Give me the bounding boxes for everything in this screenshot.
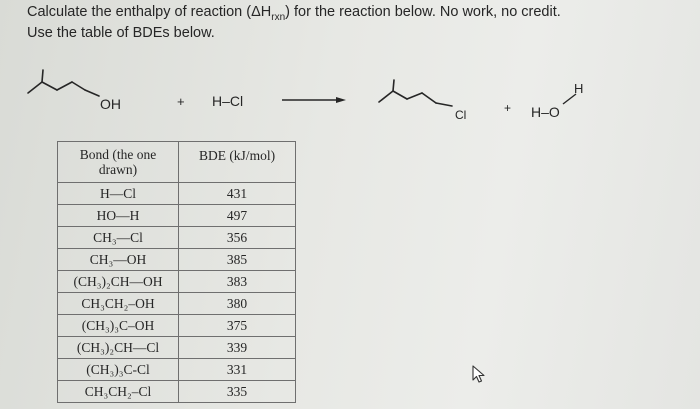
reactant-isobutanol-skeleton <box>28 70 99 96</box>
bde-cell: 331 <box>179 359 296 381</box>
bond-column-header: Bond (the one drawn) <box>58 142 179 183</box>
bond-cell: (CH₃)₃C–OH <box>58 315 179 337</box>
bde-cell: 431 <box>179 183 296 205</box>
table-row <box>58 183 296 205</box>
mouse-pointer-icon <box>472 365 488 385</box>
bde-cell: 380 <box>179 293 296 315</box>
table-row <box>58 205 296 227</box>
reactant-hcl: H–Cl <box>212 93 244 109</box>
bde-cell: 335 <box>179 381 296 403</box>
bond-cell: (CH₃)₂CH—Cl <box>58 337 179 359</box>
table-header-row <box>58 142 296 183</box>
product-cl-label: Cl <box>455 108 467 122</box>
product-alkyl-chloride-skeleton <box>379 80 452 106</box>
table-row <box>58 337 296 359</box>
bond-cell: CH₃—Cl <box>58 227 179 249</box>
bond-cell: (CH₃)₃C-Cl <box>58 359 179 381</box>
table-row <box>58 315 296 337</box>
bond-cell: HO—H <box>58 205 179 227</box>
bde-cell: 497 <box>179 205 296 227</box>
table-row <box>58 293 296 315</box>
bond-cell: H—Cl <box>58 183 179 205</box>
bde-column-header: BDE (kJ/mol) <box>179 142 296 183</box>
bond-cell: (CH₃)₂CH—OH <box>58 271 179 293</box>
reactant-oh-label: OH <box>100 96 121 112</box>
question-text-start: Calculate the enthalpy of reaction (ΔH <box>27 4 272 20</box>
reaction-scheme <box>0 0 700 140</box>
bond-cell: CH₃—OH <box>58 249 179 271</box>
table-row <box>58 271 296 293</box>
product-water: H–O <box>531 104 560 120</box>
rxn-subscript: rxn <box>271 12 286 23</box>
bde-cell: 385 <box>179 249 296 271</box>
bond-cell: CH₃CH₂–OH <box>58 293 179 315</box>
table-row <box>58 381 296 403</box>
water-h-label: H <box>574 81 584 96</box>
bde-cell: 356 <box>179 227 296 249</box>
table-row <box>58 359 296 381</box>
reaction-arrow <box>282 97 346 103</box>
table-row <box>58 249 296 271</box>
plus-sign-1: + <box>177 94 185 109</box>
bde-table <box>57 141 296 403</box>
bond-cell: CH₃CH₂–Cl <box>58 381 179 403</box>
table-row <box>58 227 296 249</box>
question-line-2: Use the table of BDEs below. <box>27 25 215 41</box>
bde-cell: 339 <box>179 337 296 359</box>
plus-sign-2: + <box>504 101 512 115</box>
bde-cell: 375 <box>179 315 296 337</box>
question-text-end: ) for the reaction below. No work, no credit. <box>285 4 561 20</box>
bde-cell: 383 <box>179 271 296 293</box>
